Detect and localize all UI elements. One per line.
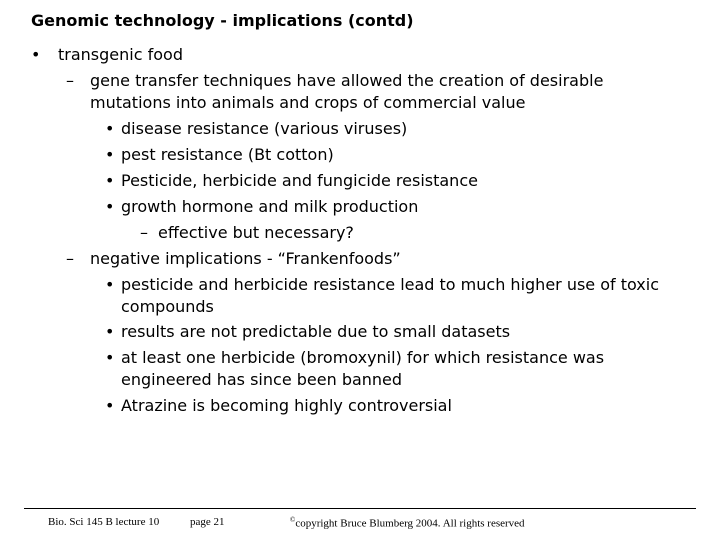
copyright-symbol: ©: [290, 516, 296, 524]
body-line: growth hormone and milk production: [121, 197, 419, 216]
bullet-marker: •: [105, 119, 115, 138]
dash-marker: –: [66, 249, 74, 268]
body-line: Atrazine is becoming highly controversial: [121, 396, 452, 415]
body-line: pest resistance (Bt cotton): [121, 145, 334, 164]
bullet-marker: •: [105, 275, 115, 294]
body-line: transgenic food: [58, 45, 183, 64]
body-line: disease resistance (various viruses): [121, 119, 408, 138]
dash-marker: –: [140, 223, 148, 242]
slide-title: Genomic technology - implications (contd): [31, 11, 414, 30]
body-line: at least one herbicide (bromoxynil) for which resistance was: [121, 348, 605, 367]
bullet-marker: •: [105, 171, 115, 190]
bullet-marker: •: [105, 197, 115, 216]
bullet-marker: •: [105, 145, 115, 164]
footer-course: Bio. Sci 145 B lecture 10: [48, 516, 160, 528]
body-line: mutations into animals and crops of commercial value: [90, 93, 526, 112]
body-line: Pesticide, herbicide and fungicide resistance: [121, 171, 478, 190]
dash-marker: –: [66, 71, 74, 90]
footer-page-number: page 21: [190, 516, 225, 528]
body-line: pesticide and herbicide resistance lead to much higher use of toxic: [121, 275, 660, 294]
copyright-text: copyright Bruce Blumberg 2004. All rights reserved: [295, 517, 525, 530]
footer-divider: [24, 508, 696, 509]
body-line: gene transfer techniques have allowed the creation of desirable: [90, 71, 604, 90]
bullet-marker: •: [105, 348, 115, 367]
body-line: results are not predictable due to small datasets: [121, 322, 511, 341]
body-line: negative implications - “Frankenfoods”: [90, 249, 401, 268]
body-line: engineered has since been banned: [121, 370, 403, 389]
footer-copyright: [290, 516, 525, 530]
bullet-marker: •: [105, 322, 115, 341]
body-line: effective but necessary?: [158, 223, 354, 242]
bullet-marker: •: [31, 45, 41, 64]
bullet-marker: •: [105, 396, 115, 415]
body-line: compounds: [121, 297, 214, 316]
